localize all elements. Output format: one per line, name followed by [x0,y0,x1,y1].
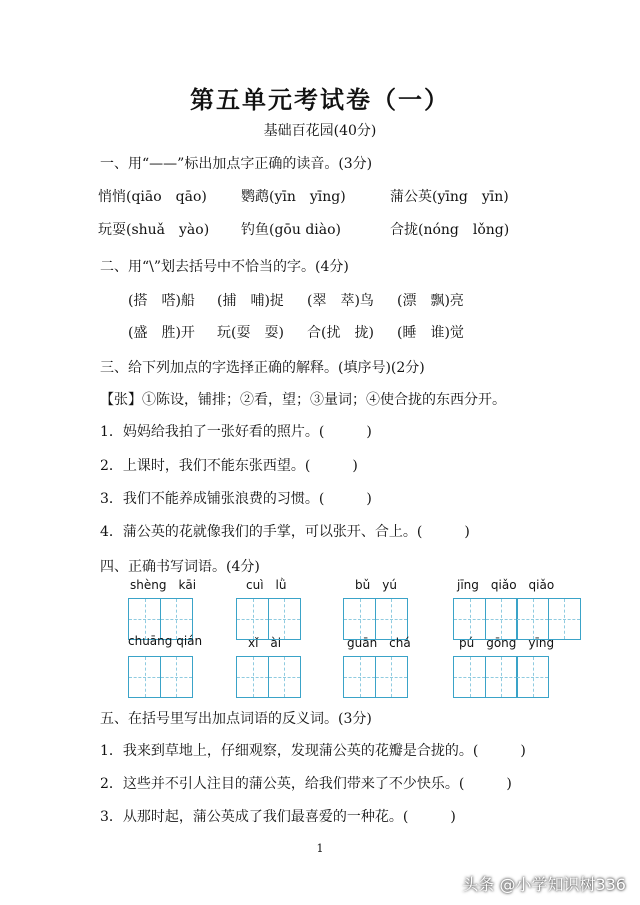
source-watermark: 头条 @小学知识树336 [462,875,626,894]
q2-item: (翠 萃)鸟 [307,293,374,309]
section-subtitle: 基础百花园(40分) [263,123,377,139]
writing-word [236,636,299,698]
writing-boxes[interactable] [343,656,406,698]
q5-heading: 五、在括号里写出加点词语的反义词。(3分) [100,711,372,727]
q5-item: 3．从那时起，蒲公英成了我们最喜爱的一种花。( ) [100,809,456,825]
pinyin-label: bǔ yú [355,578,397,592]
pinyin-label: pú gōng yīng [459,636,555,650]
q1-item: 玩耍(shuǎ yào) [98,222,210,238]
pinyin-label: jīng qiǎo qiǎo [457,578,555,592]
pinyin-label: guān chá [347,636,411,650]
q5-item: 2．这些并不引人注目的蒲公英，给我们带来了不少快乐。( ) [100,776,512,792]
q3-heading: 三、给下列加点的字选择正确的解释。(填序号)(2分) [100,360,425,376]
writing-boxes[interactable] [453,656,548,698]
q2-heading: 二、用“\”划去括号中不恰当的字。(4分) [100,259,349,275]
writing-word [128,634,203,698]
q1-item: 蒲公英(yīng yīn) [390,189,509,205]
q2-item: (搭 嗒)船 [128,293,195,309]
writing-word [343,636,411,698]
q1-heading: 一、用“——”标出加点字正确的读音。(3分) [100,156,373,172]
exam-title: 第五单元考试卷（一） [190,85,450,114]
q2-item: 玩(耍 耍) [217,325,284,341]
q3-item: 3．我们不能养成铺张浪费的习惯。( ) [100,491,372,507]
writing-boxes[interactable] [236,656,299,698]
q2-item: (睡 谁)觉 [397,325,464,341]
q3-item: 1．妈妈给我拍了一张好看的照片。( ) [100,424,372,440]
q3-item: 4．蒲公英的花就像我们的手掌，可以张开、合上。( ) [100,524,470,540]
q2-item: (漂 飘)亮 [397,293,464,309]
page-number: 1 [316,842,324,855]
q3-item: 2．上课时，我们不能东张西望。( ) [100,458,358,474]
writing-boxes[interactable] [128,656,191,698]
q5-item: 1．我来到草地上，仔细观察，发现蒲公英的花瓣是合拢的。( ) [100,743,526,759]
q2-item: (捕 哺)捉 [217,293,284,309]
q4-heading: 四、正确书写词语。(4分) [100,559,260,575]
q1-item: 钓鱼(gōu diào) [241,222,341,238]
pinyin-label: cuì lǜ [246,578,287,592]
q1-item: 合拢(nóng lǒng) [390,222,510,238]
q2-item: 合(扰 拢) [307,325,374,341]
q2-item: (盛 胜)开 [128,325,195,341]
writing-word [453,636,555,698]
q1-item: 悄悄(qiāo qāo) [98,189,207,205]
q3-definition: 【张】①陈设，铺排；②看，望；③量词；④使合拢的东西分开。 [100,392,506,408]
pinyin-label: xǐ ài [248,636,282,650]
pinyin-label: chuāng qián [128,634,203,648]
pinyin-label: shèng kāi [130,578,197,592]
q1-item: 鹦鹉(yīn yīng) [241,189,346,205]
